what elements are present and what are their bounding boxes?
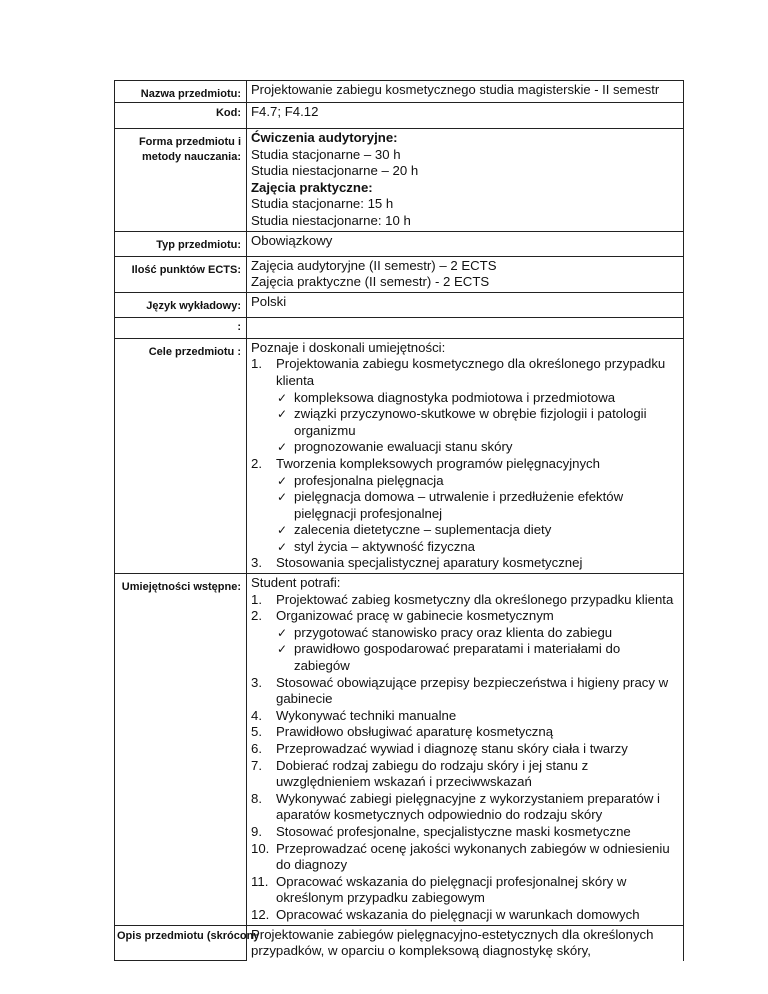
list-item <box>251 907 679 924</box>
list-item <box>251 456 679 473</box>
checklist-item <box>251 406 679 439</box>
list-item <box>251 824 679 841</box>
label-goals: Cele przedmiotu : <box>115 338 247 573</box>
row-description <box>115 925 684 961</box>
check-icon: ✓ <box>277 539 288 554</box>
checklist-text: zalecenia dietetyczne – suplementacja diety <box>294 522 552 538</box>
list-text: Prawidłowo obsługiwać aparaturę kosmetyczną <box>276 724 554 740</box>
label-language: Język wykładowy: <box>115 292 247 317</box>
checklist-item <box>251 641 679 674</box>
checklist-text: prawidłowo gospodarować preparatami i materiałami do zabiegów <box>294 641 621 674</box>
checklist-item <box>251 390 679 407</box>
check-icon: ✓ <box>277 407 288 422</box>
checklist-item <box>251 473 679 490</box>
row-type <box>115 231 684 256</box>
ects-line: Zajęcia audytoryjne (II semestr) – 2 ECTS <box>251 257 497 273</box>
check-icon: ✓ <box>277 625 288 640</box>
form-line: Studia niestacjonarne: 10 h <box>251 212 411 228</box>
list-number: 2. <box>251 608 262 624</box>
list-text: Wykonywać techniki manualne <box>276 707 457 723</box>
check-icon: ✓ <box>277 390 288 405</box>
checklist-text: prognozowanie ewaluacji stanu skóry <box>294 439 513 455</box>
value-ects <box>247 256 684 292</box>
row-code <box>115 103 684 129</box>
row-blank <box>115 317 684 338</box>
checklist-item <box>251 625 679 642</box>
checklist-text: pielęgnacja domowa – utrwalenie i przedłużenie efektów pielęgnacji profesjonalnej <box>294 489 624 521</box>
checklist-item <box>251 522 679 539</box>
description-line: przypadków, w oparciu o kompleksową diagnostykę skóry, <box>251 943 591 959</box>
row-ects <box>115 256 684 292</box>
form-line: Ćwiczenia audytoryjne: <box>251 130 398 145</box>
goals-intro: Poznaje i doskonali umiejętności: <box>251 339 446 355</box>
list-number: 7. <box>251 757 262 773</box>
label-description: Opis przedmiotu (skrócony <box>115 925 247 961</box>
list-text: Przeprowadzać wywiad i diagnozę stanu skóry ciała i twarzy <box>276 741 628 756</box>
check-icon: ✓ <box>277 523 288 538</box>
list-text: Przeprowadzać ocenę jakości wykonanych zabiegów w odniesieniu do diagnozy <box>276 840 670 873</box>
value-goals <box>247 338 684 573</box>
row-language <box>115 292 684 317</box>
list-number: 8. <box>251 790 262 806</box>
checklist-item <box>251 539 679 556</box>
list-item <box>251 741 679 758</box>
list-number: 5. <box>251 724 262 740</box>
label-type: Typ przedmiotu: <box>115 231 247 256</box>
list-text: Opracować wskazania do pielęgnacji w warunkach domowych <box>276 906 640 922</box>
list-text: Stosować obowiązujące przepisy bezpieczeństwa i higieny pracy w gabinecie <box>276 674 669 707</box>
list-number: 4. <box>251 707 262 723</box>
row-course-name <box>115 81 684 103</box>
label-blank: : <box>115 317 247 338</box>
sublist-container <box>251 625 679 675</box>
list-number: 3. <box>251 674 262 690</box>
list-item <box>251 555 679 572</box>
list-text: Opracować wskazania do pielęgnacji profesjonalnej skóry w określonym przypadku zabiegowym <box>276 873 627 906</box>
value-course-name: Projektowanie zabiegu kosmetycznego studia magisterskie - II semestr <box>247 81 684 103</box>
list-number: 11. <box>251 873 269 889</box>
list-text: Organizować pracę w gabinecie kosmetycznym <box>276 608 554 624</box>
value-skills <box>247 574 684 925</box>
list-number: 1. <box>251 591 262 607</box>
label-course-name: Nazwa przedmiotu: <box>115 81 247 103</box>
checklist-item <box>251 439 679 456</box>
list-number: 10. <box>251 840 270 856</box>
checklist <box>251 473 679 556</box>
list-item <box>251 592 679 609</box>
list-number: 12. <box>251 906 270 922</box>
list-item <box>251 791 679 824</box>
checklist <box>251 390 679 456</box>
check-icon: ✓ <box>277 642 288 657</box>
checklist-text: styl życia – aktywność fizyczna <box>294 538 476 554</box>
list-item <box>251 874 679 907</box>
checklist-text: kompleksowa diagnostyka podmiotowa i przedmiotowa <box>294 389 616 405</box>
list-text: Projektowania zabiegu kosmetycznego dla określonego przypadku klienta <box>276 356 666 388</box>
list-item <box>251 724 679 741</box>
form-line: Studia stacjonarne: 15 h <box>251 196 394 212</box>
form-line: Studia niestacjonarne – 20 h <box>251 163 419 179</box>
list-item <box>251 608 679 625</box>
list-text: Projektować zabieg kosmetyczny dla określonego przypadku klienta <box>276 591 674 607</box>
checklist-text: przygotować stanowisko pracy oraz klienta do zabiegu <box>294 624 613 640</box>
checklist <box>251 625 679 675</box>
form-line: Studia stacjonarne – 30 h <box>251 146 401 162</box>
list-number: 2. <box>251 455 262 471</box>
goals-list <box>251 356 679 572</box>
list-number: 1. <box>251 356 262 372</box>
label-ects: Ilość punktów ECTS: <box>115 256 247 292</box>
list-item <box>251 841 679 874</box>
list-number: 6. <box>251 741 262 756</box>
list-text: Tworzenia kompleksowych programów pielęgnacyjnych <box>276 455 600 471</box>
value-language: Polski <box>247 292 684 317</box>
syllabus-table <box>114 80 684 961</box>
label-form: Forma przedmiotu i metody nauczania: <box>115 129 247 232</box>
list-text: Stosować profesjonalne, specjalistyczne maski kosmetyczne <box>276 823 631 839</box>
list-number: 3. <box>251 555 262 571</box>
row-form <box>115 129 684 232</box>
list-item <box>251 758 679 791</box>
sublist-container <box>251 390 679 456</box>
form-line: Zajęcia praktyczne: <box>251 179 373 195</box>
label-skills: Umiejętności wstępne: <box>115 574 247 925</box>
row-goals <box>115 338 684 573</box>
check-icon: ✓ <box>277 473 288 488</box>
label-code: Kod: <box>115 103 247 129</box>
list-item <box>251 675 679 708</box>
checklist-text: profesjonalna pielęgnacja <box>294 472 444 488</box>
list-text: Dobierać rodzaj zabiegu do rodzaju skóry i jej stanu z uwzględnieniem wskazań i przeciwwskazań <box>276 757 589 790</box>
value-form <box>247 129 684 232</box>
value-description <box>247 925 684 961</box>
skills-list <box>251 592 679 924</box>
skills-intro: Student potrafi: <box>251 575 341 591</box>
row-skills <box>115 574 684 925</box>
ects-line: Zajęcia praktyczne (II semestr) - 2 ECTS <box>251 274 490 290</box>
list-item <box>251 356 679 389</box>
checklist-item <box>251 489 679 522</box>
check-icon: ✓ <box>277 440 288 455</box>
check-icon: ✓ <box>277 490 288 505</box>
sublist-container <box>251 473 679 556</box>
value-blank <box>247 317 684 338</box>
description-line: Projektowanie zabiegów pielęgnacyjno-estetycznych dla określonych <box>251 926 654 942</box>
checklist-text: związki przyczynowo-skutkowe w obrębie fizjologii i patologii organizmu <box>294 406 647 438</box>
list-number: 9. <box>251 823 262 839</box>
value-code: F4.7; F4.12 <box>247 103 684 129</box>
value-type: Obowiązkowy <box>247 231 684 256</box>
list-item <box>251 708 679 725</box>
list-text: Stosowania specjalistycznej aparatury kosmetycznej <box>276 555 583 571</box>
list-text: Wykonywać zabiegi pielęgnacyjne z wykorzystaniem preparatów i aparatów kosmetycznych odpowiednio do rodzaju skóry <box>276 790 660 823</box>
